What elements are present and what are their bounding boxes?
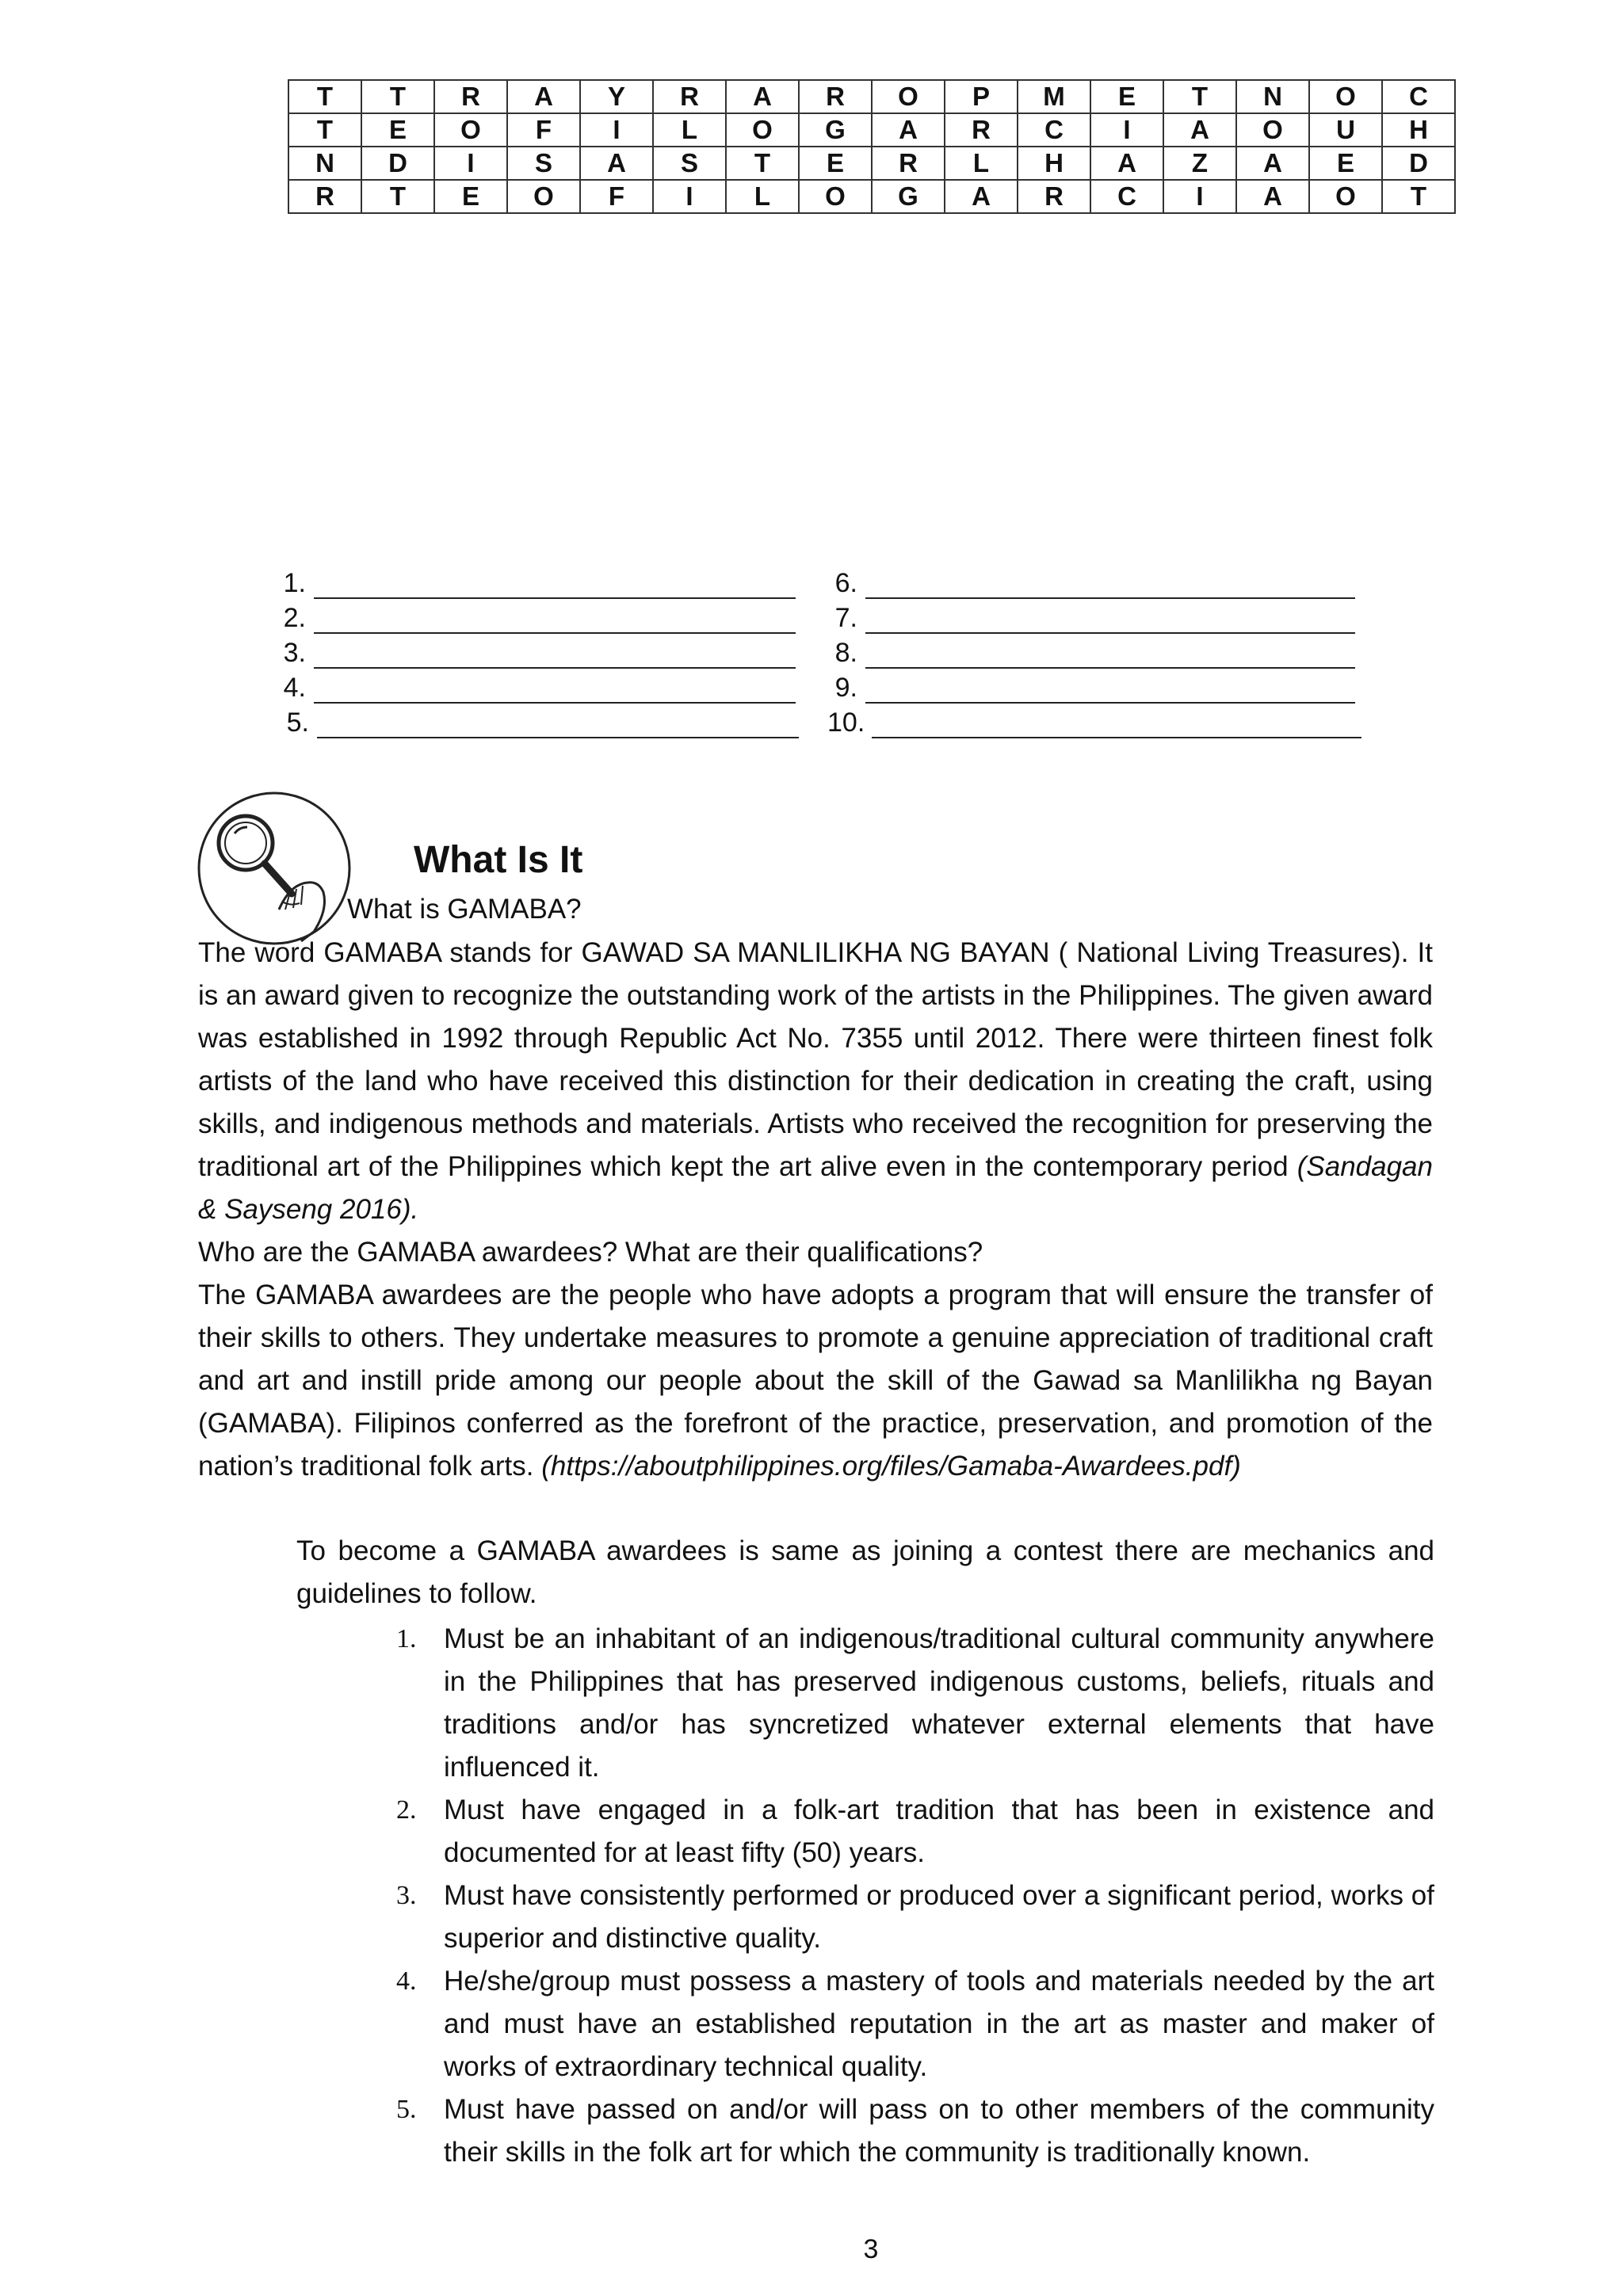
grid-cell[interactable]: I [434,147,507,180]
grid-cell[interactable]: H [1018,147,1090,180]
grid-cell[interactable]: C [1382,80,1455,113]
list-number: 3. [396,1881,417,1910]
question-what-is-gamaba: What is GAMABA? [347,894,582,925]
grid-cell[interactable]: O [1309,180,1382,213]
grid-cell[interactable]: S [507,147,580,180]
grid-cell[interactable]: O [1236,113,1309,147]
page-number: 3 [863,2234,879,2264]
grid-cell[interactable]: O [799,180,872,213]
grid-cell[interactable]: I [1163,180,1236,213]
list-item [396,1875,1434,1960]
grid-cell[interactable]: E [1309,147,1382,180]
answer-number: 8. [834,638,857,668]
grid-cell[interactable]: E [1090,80,1163,113]
grid-cell[interactable]: R [945,113,1018,147]
answer-number: 1. [283,568,306,598]
grid-cell[interactable]: G [872,180,945,213]
grid-cell[interactable]: T [288,80,361,113]
grid-cell[interactable]: E [361,113,434,147]
answer-number: 9. [834,673,857,703]
answer-number: 7. [834,603,857,633]
grid-cell[interactable]: Y [580,80,653,113]
grid-cell[interactable]: R [434,80,507,113]
grid-cell[interactable]: A [507,80,580,113]
grid-cell[interactable]: G [799,113,872,147]
paragraph-gamaba-definition [198,932,1433,1231]
list-item-text: He/she/group must possess a mastery of tools and materials needed by the art and must have an established reputation in the art as master and maker of works of extraordinary technical quality. [444,1966,1434,2082]
grid-row [288,80,1455,113]
section-title: What Is It [414,839,583,881]
grid-cell[interactable]: O [1309,80,1382,113]
grid-cell[interactable]: R [872,147,945,180]
grid-cell[interactable]: I [1090,113,1163,147]
grid-cell[interactable]: L [726,180,799,213]
answer-line[interactable] [269,669,796,704]
grid-cell[interactable]: Z [1163,147,1236,180]
answer-number: 3. [283,638,306,668]
grid-cell[interactable]: L [653,113,726,147]
answer-line[interactable] [821,634,1355,669]
grid-row [288,180,1455,213]
paragraph-guidelines-intro: To become a GAMABA awardees is same as joining a contest there are mechanics and guidelines to follow. [296,1535,1434,1609]
grid-cell[interactable]: E [434,180,507,213]
grid-cell[interactable]: H [1382,113,1455,147]
list-number: 1. [396,1624,417,1653]
list-item-text: Must have passed on and/or will pass on to other members of the community their skills in the folk art for which the community is traditionally known. [444,2094,1434,2168]
answer-line[interactable] [821,599,1355,634]
question-awardees: Who are the GAMABA awardees? What are their qualifications? [198,1237,983,1268]
grid-cell[interactable]: I [653,180,726,213]
grid-cell[interactable]: I [580,113,653,147]
word-search-grid [288,79,1456,214]
list-number: 5. [396,2095,417,2124]
grid-row [288,147,1455,180]
grid-cell[interactable]: O [507,180,580,213]
grid-cell[interactable]: M [1018,80,1090,113]
answer-number: 10. [827,707,865,738]
grid-cell[interactable]: T [361,80,434,113]
answer-number: 2. [283,603,306,633]
answer-number: 6. [834,568,857,598]
list-item [396,2088,1434,2174]
list-number: 4. [396,1966,417,1996]
grid-cell[interactable]: F [507,113,580,147]
grid-cell[interactable]: R [288,180,361,213]
grid-cell[interactable]: O [872,80,945,113]
grid-cell[interactable]: A [580,147,653,180]
grid-cell[interactable]: N [1236,80,1309,113]
answer-number: 4. [283,673,306,703]
answer-line[interactable] [273,704,799,738]
grid-cell[interactable]: A [1163,113,1236,147]
grid-cell[interactable]: L [945,147,1018,180]
grid-cell[interactable]: A [872,113,945,147]
grid-cell[interactable]: T [1382,180,1455,213]
answer-lines [269,564,1379,738]
grid-row [288,113,1455,147]
grid-cell[interactable]: T [1163,80,1236,113]
list-item-text: Must have engaged in a folk-art tradition that has been in existence and documented for at least fifty (50) years. [444,1794,1434,1868]
citation: (Sandagan & Sayseng 2016). [198,1151,1433,1225]
grid-cell[interactable]: P [945,80,1018,113]
grid-cell[interactable]: R [653,80,726,113]
grid-cell[interactable]: R [1018,180,1090,213]
paragraph-text: The word GAMABA stands for GAWAD SA MANLILIKHA NG BAYAN ( National Living Treasures). It is an award given to recognize the outstanding work of the artists in the Philippines. The given award was established in 1992 through Republic Act No. 7355 until 2012. There were thirteen finest folk artists of the land who have received this distinction for their dedication in creating the craft, using skills, and indigenous methods and materials. Artists who received the recognition for preserving the traditional art of the Philippines which kept the art alive even in the contemporary period [198,937,1433,1182]
list-item-text: Must have consistently performed or produced over a significant period, works of superior and distinctive quality. [444,1880,1434,1954]
list-item [396,1789,1434,1875]
grid-cell[interactable]: N [288,147,361,180]
answer-line[interactable] [821,564,1355,599]
grid-cell[interactable]: O [726,113,799,147]
grid-cell[interactable]: A [945,180,1018,213]
grid-cell[interactable]: E [799,147,872,180]
list-item [396,1618,1434,1789]
magnifying-glass-icon [197,791,352,946]
qualifications-list [396,1618,1434,2174]
answer-line[interactable] [827,704,1361,738]
grid-cell[interactable]: F [580,180,653,213]
grid-cell[interactable]: U [1309,113,1382,147]
grid-cell[interactable]: A [1236,147,1309,180]
grid-cell[interactable]: T [726,147,799,180]
grid-cell[interactable]: S [653,147,726,180]
paragraph-awardees [198,1274,1433,1488]
grid-cell[interactable]: D [361,147,434,180]
list-item-text: Must be an inhabitant of an indigenous/traditional cultural community anywhere in the Philippines that has preserved indigenous customs, beliefs, rituals and traditions and/or has syncretized whatever external elements that have influenced it. [444,1623,1434,1783]
grid-cell[interactable]: D [1382,147,1455,180]
grid-cell[interactable]: C [1018,113,1090,147]
grid-cell[interactable]: R [799,80,872,113]
list-item [396,1960,1434,2088]
grid-cell[interactable]: T [361,180,434,213]
grid-cell[interactable]: C [1090,180,1163,213]
answer-line[interactable] [269,599,796,634]
answer-line[interactable] [269,634,796,669]
grid-cell[interactable]: A [726,80,799,113]
citation-link[interactable]: (https://aboutphilippines.org/files/Gamaba-Awardees.pdf) [541,1451,1241,1482]
list-number: 2. [396,1795,417,1825]
grid-cell[interactable]: A [1236,180,1309,213]
paragraph-text: The GAMABA awardees are the people who have adopts a program that will ensure the transfer of their skills to others. They undertake measures to promote a genuine appreciation of traditional craft and art and instill pride among our people about the skill of the Gawad sa Manlilikha ng Bayan (GAMABA). Filipinos conferred as the forefront of the practice, preservation, and promotion of the nation’s traditional folk arts. [198,1280,1433,1482]
grid-cell[interactable]: A [1090,147,1163,180]
grid-cell[interactable]: T [288,113,361,147]
answer-line[interactable] [821,669,1355,704]
answer-number: 5. [286,707,309,738]
grid-cell[interactable]: O [434,113,507,147]
answer-line[interactable] [269,564,796,599]
